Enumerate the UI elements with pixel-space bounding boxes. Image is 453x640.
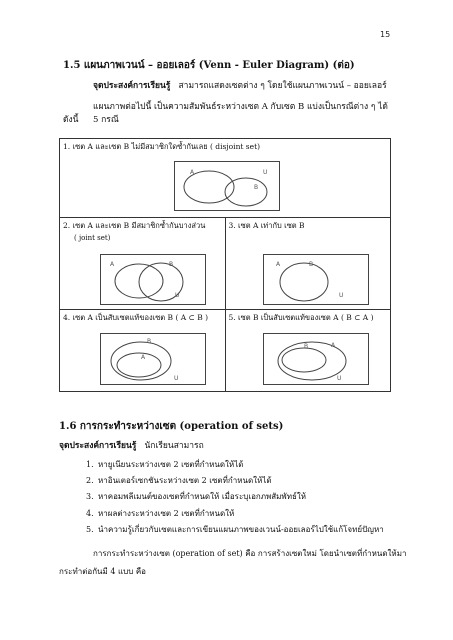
case-2-cell <box>60 218 226 310</box>
objective-text: สามารถแสดงเซตต่าง ๆ โดยใช้แผนภาพเวนน์ – ออยเลอร์ <box>178 81 387 91</box>
label-u: U <box>336 375 341 382</box>
goal-text: หายูเนียนระหว่างเซต 2 เซตที่กำหนดให้ได้ <box>98 460 244 469</box>
goal-number: 1. <box>86 460 94 469</box>
label-b: B <box>254 184 259 191</box>
list-item <box>86 506 384 522</box>
section-title: 1.5 แผนภาพเวนน์ – ออยเลอร์ (Venn - Euler Diagram) (ต่อ) <box>63 60 355 71</box>
goal-number: 3. <box>86 492 94 502</box>
label-a: A <box>190 169 195 176</box>
case-5-diagram <box>263 333 369 385</box>
case-4-cell <box>60 310 226 392</box>
set-b-circle <box>225 178 267 206</box>
intro-line-1: แผนภาพต่อไปนี้ เป็นความสัมพันธ์ระหว่างเซต A กับเซต B แบ่งเป็นกรณีต่าง ๆ ได้ 5 กรณี <box>93 102 388 125</box>
label-b: B <box>303 343 308 350</box>
label-b: B <box>147 338 152 345</box>
goal-number: 2. <box>86 476 94 486</box>
label-a: A <box>275 261 280 268</box>
case-2-caption: 2. เซต A และเซต B มีสมาชิกซ้ำกันบางส่วน <box>63 221 206 230</box>
case-2-diagram <box>100 254 206 305</box>
list-item <box>86 522 384 538</box>
case-2-venn <box>101 255 205 304</box>
label-u: U <box>175 292 180 299</box>
case-5-venn <box>264 334 368 384</box>
goal-number: 5. <box>86 524 94 534</box>
list-item <box>86 457 384 473</box>
case-1-cell <box>60 139 391 218</box>
case-3-cell <box>225 218 391 310</box>
label-a: A <box>330 342 335 349</box>
goals-list <box>86 457 384 538</box>
case-4-diagram <box>100 333 206 385</box>
label-u: U <box>174 375 179 382</box>
case-3-venn <box>264 255 368 304</box>
goal-text: หาผลต่างระหว่างเซต 2 เซตที่กำหนดให้ <box>98 508 235 518</box>
case-2-caption-2: ( joint set) <box>74 234 111 242</box>
case-4-caption: 4. เซต A เป็นสับเซตแท้ของเซต B ( A ⊂ B ) <box>63 313 209 322</box>
case-4-venn <box>101 334 205 384</box>
venn-case-table <box>59 138 391 392</box>
case-3-diagram <box>263 254 369 305</box>
goal-text: หาอินเตอร์เซกชันระหว่างเซต 2 เซตที่กำหนดให้ได้ <box>98 476 272 486</box>
objective-line <box>93 80 387 93</box>
case-3-caption: 3. เซต A เท่ากับ เซต B <box>228 221 305 230</box>
label-a: A <box>141 354 146 361</box>
label-u: U <box>338 292 343 299</box>
operations-line-1: การกระทำระหว่างเซต (operation of set) คือ การสร้างเซตใหม่ โดยนำเซตที่กำหนดให้มา <box>93 549 407 558</box>
label-a: A <box>110 261 115 268</box>
label-u: U <box>263 169 268 176</box>
intro-line-2: ดังนี้ <box>63 115 79 125</box>
set-a-circle <box>278 342 346 380</box>
set-ab-circle <box>280 263 328 301</box>
goal-text: นำความรู้เกี่ยวกับเซตและการเขียนแผนภาพของเวนน์-ออยเลอร์ไปใช้แก้โจทย์ปัญหา <box>98 524 384 534</box>
objective-heading: จุดประสงค์การเรียนรู้ <box>93 81 171 91</box>
page-number: 15 <box>380 30 391 39</box>
case-1-venn <box>175 162 279 210</box>
set-a-circle <box>117 353 161 377</box>
set-b-circle <box>111 342 171 380</box>
list-item <box>86 473 384 489</box>
goal-number: 4. <box>86 508 94 518</box>
objective-2-text: นักเรียนสามารถ <box>144 441 204 451</box>
case-5-caption: 5. เซต B เป็นสับเซตแท้ของเซต A ( B ⊂ A ) <box>228 313 374 322</box>
label-b: B <box>169 261 174 268</box>
case-1-diagram <box>174 161 280 211</box>
case-5-cell <box>225 310 391 392</box>
operations-line-2: กระทำต่อกันมี 4 แบบ คือ <box>59 567 146 576</box>
objective-2-line <box>59 440 204 453</box>
label-b: B <box>308 261 313 268</box>
section-2-title: 1.6 การกระทำระหว่างเซต (operation of sets) <box>59 421 284 432</box>
list-item <box>86 489 384 505</box>
goal-text: หาคอมพลีเมนต์ของเซตที่กำหนดให้ เมื่อระบุเอกภพสัมพัทธ์ให้ <box>98 492 307 502</box>
case-1-caption: 1. เซต A และเซต B ไม่มีสมาชิกใดซ้ำกันเลย ( disjoint set) <box>63 142 261 151</box>
set-b-circle <box>282 348 326 372</box>
objective-2-heading: จุดประสงค์การเรียนรู้ <box>59 441 137 451</box>
